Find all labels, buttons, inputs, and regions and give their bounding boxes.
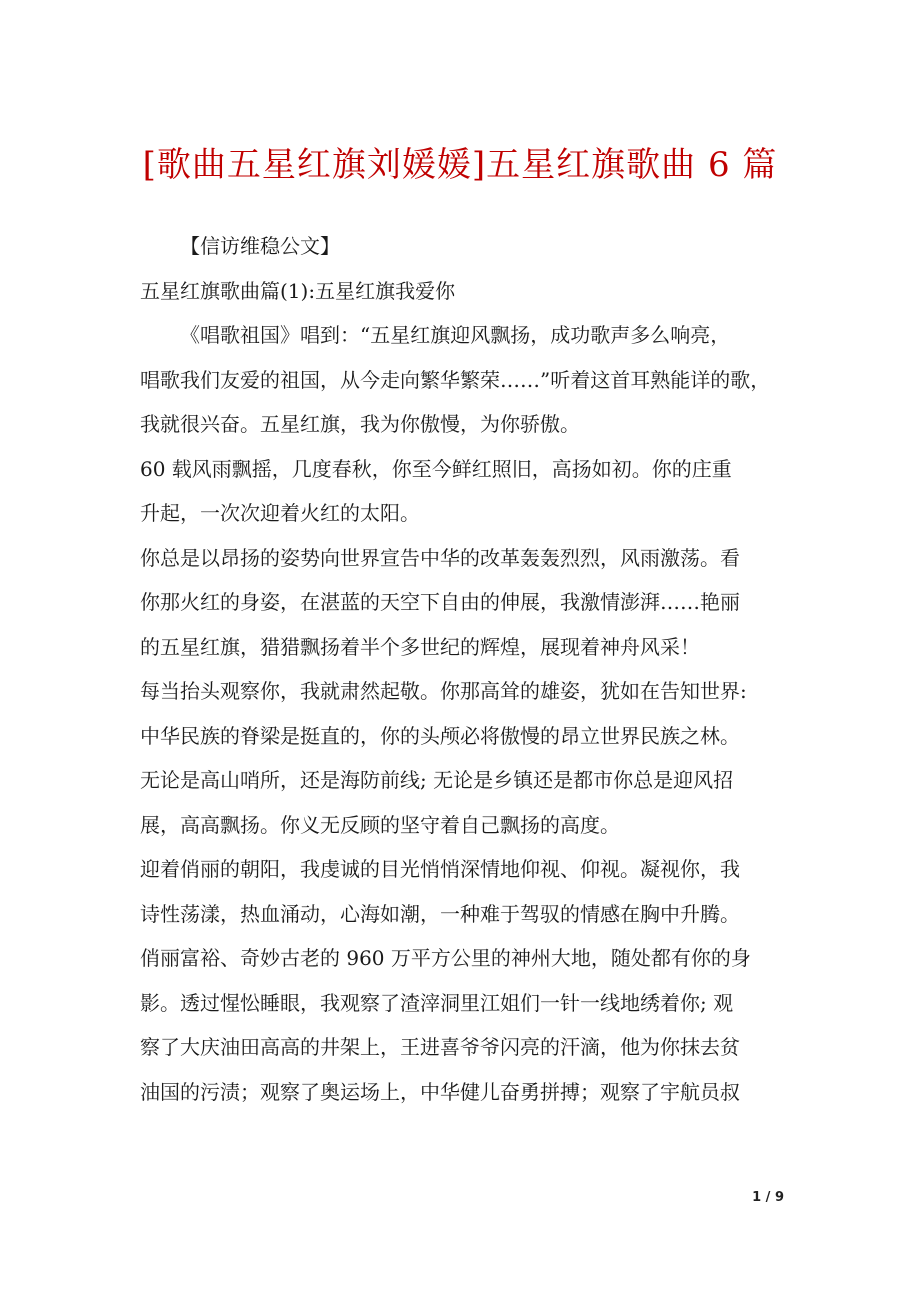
body-line: 每当抬头观察你，我就肃然起敬。你那高耸的雄姿，犹如在告知世界: [140, 679, 747, 703]
body-line: 你那火红的身姿，在湛蓝的天空下自由的伸展，我激情澎湃……艳丽 [140, 590, 740, 614]
page-indicator: 1 / 9 [752, 1190, 784, 1205]
body-line: 60 载风雨飘摇，几度春秋，你至今鲜红照旧，高扬如初。你的庄重 [140, 456, 732, 481]
body-line: 无论是高山哨所，还是海防前线; 无论是乡镇还是都市你总是迎风招 [140, 768, 734, 792]
body-line: 影。透过惺忪睡眼，我观察了渣滓洞里江姐们一针一线地绣着你; 观 [140, 990, 734, 1015]
body-line: 我就很兴奋。五星红旗，我为你傲慢，为你骄傲。 [140, 412, 580, 436]
document-title: [歌曲五星红旗刘媛媛]五星红旗歌曲 6 篇 [142, 145, 778, 185]
body-line: 唱歌我们友爱的祖国，从今走向繁华繁荣……”听着这首耳熟能详的歌， [140, 367, 771, 392]
body-line: 你总是以昂扬的姿势向世界宣告中华的改革轰轰烈烈，风雨激荡。看 [140, 545, 740, 570]
category-label: 【信访维稳公文】 [180, 234, 340, 258]
section-subtitle: 五星红旗歌曲篇(1):五星红旗我爱你 [140, 278, 456, 303]
body-line: 中华民族的脊梁是挺直的，你的头颅必将傲慢的昂立世界民族之林。 [140, 723, 740, 748]
body-line: 迎着俏丽的朝阳，我虔诚的目光悄悄深情地仰视、仰视。凝视你，我 [140, 857, 740, 881]
body-line: 察了大庆油田高高的井架上，王进喜爷爷闪亮的汗滴，他为你抹去贫 [140, 1035, 740, 1059]
body-line: 俏丽富裕、奇妙古老的 960 万平方公里的神州大地，随处都有你的身 [140, 946, 751, 970]
body-line: 的五星红旗，猎猎飘扬着半个多世纪的辉煌，展现着神舟风采！ [140, 634, 700, 659]
body-line: 油国的污渍；观察了奥运场上，中华健儿奋勇拼搏；观察了宇航员叔 [140, 1079, 740, 1104]
document-body [140, 228, 790, 1110]
body-line: 诗性荡漾，热血涌动，心海如潮，一种难于驾驭的情感在胸中升腾。 [140, 901, 740, 926]
body-line: 《唱歌祖国》唱到：“五星红旗迎风飘扬，成功歌声多么响亮， [180, 323, 731, 347]
body-line: 展，高高飘扬。你义无反顾的坚守着自己飘扬的高度。 [140, 812, 620, 837]
body-line: 升起，一次次迎着火红的太阳。 [140, 501, 420, 525]
